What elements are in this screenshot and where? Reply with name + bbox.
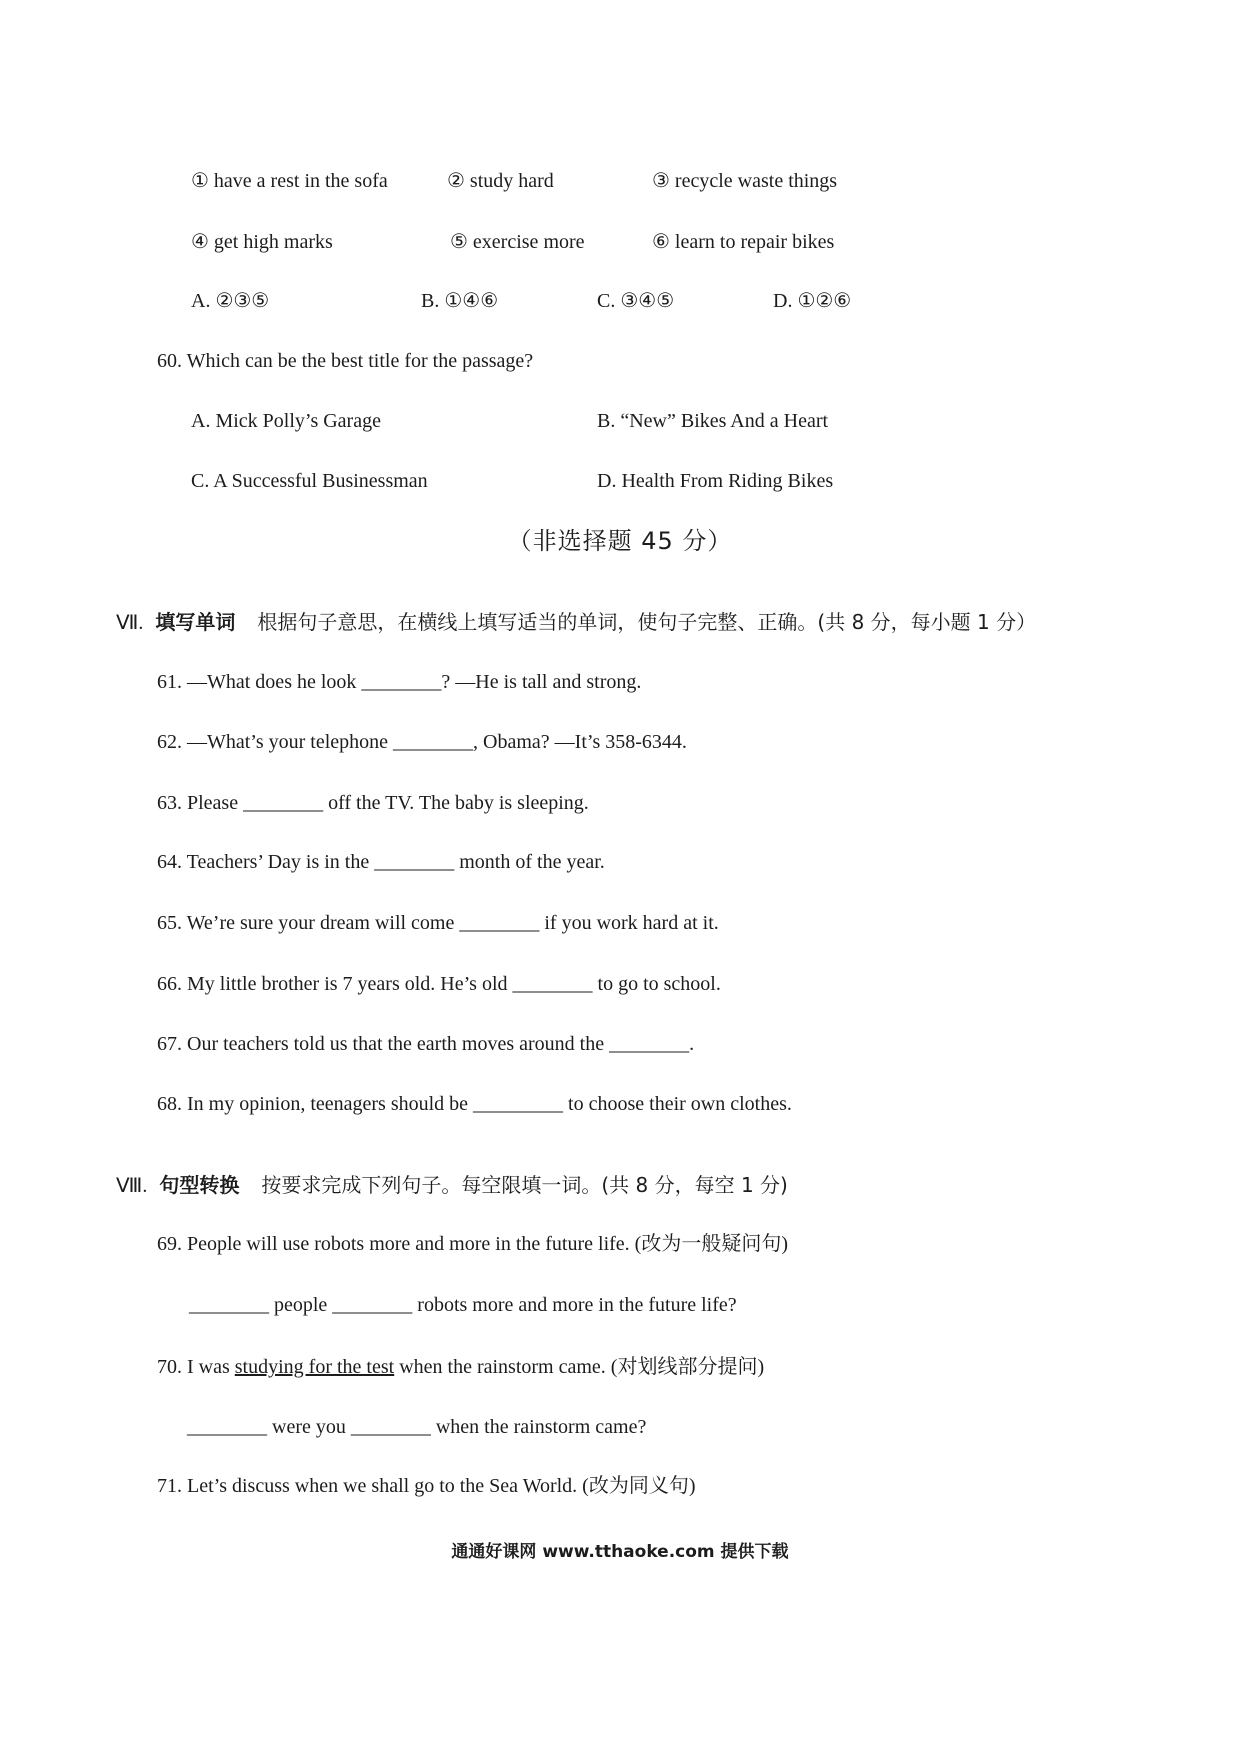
question-70-answer-line: ________ were you ________ when the rainstorm came?	[187, 1416, 647, 1438]
question-68: 68. In my opinion, teenagers should be _________ to choose their own clothes.	[157, 1093, 792, 1115]
question-70-suffix: when the rainstorm came. (对划线部分提问)	[394, 1356, 765, 1378]
section-8-instructions: 按要求完成下列句子。每空限填一词。(共 8 分，每空 1 分)	[261, 1173, 788, 1197]
question-63: 63. Please ________ off the TV. The baby is sleeping.	[157, 792, 589, 814]
page-footer: 通通好课网 www.tthaoke.com 提供下载	[451, 1542, 789, 1562]
section-8-title: 句型转换	[159, 1173, 240, 1197]
q59-answer-b: B. ①④⑥	[421, 290, 499, 312]
question-70	[157, 1355, 764, 1379]
q60-stem: 60. Which can be the best title for the passage?	[157, 350, 534, 372]
question-67: 67. Our teachers told us that the earth moves around the ________.	[157, 1033, 695, 1055]
q59-answer-d: D. ①②⑥	[773, 290, 852, 312]
q59-option-6: ⑥ learn to repair bikes	[652, 231, 835, 253]
q60-option-d: D. Health From Riding Bikes	[597, 470, 834, 492]
section-7-heading	[116, 609, 1036, 636]
question-64: 64. Teachers’ Day is in the ________ month of the year.	[157, 851, 605, 873]
q59-option-3: ③ recycle waste things	[652, 170, 838, 192]
question-70-underlined-phrase: studying for the test	[234, 1356, 395, 1378]
section-7-instructions: 根据句子意思，在横线上填写适当的单词，使句子完整、正确。(共 8 分，每小题 1 分）	[257, 610, 1037, 634]
question-62: 62. —What’s your telephone ________, Obama? —It’s 358-6344.	[157, 731, 687, 753]
q59-answer-a: A. ②③⑤	[191, 290, 270, 312]
q60-option-c: C. A Successful Businessman	[191, 470, 428, 492]
part-title: （非选择题 45 分）	[507, 527, 733, 555]
question-71: 71. Let’s discuss when we shall go to the Sea World. (改为同义句)	[157, 1475, 696, 1497]
question-65: 65. We’re sure your dream will come ________ if you work hard at it.	[157, 912, 719, 934]
q59-option-5: ⑤ exercise more	[450, 231, 585, 253]
question-69: 69. People will use robots more and more in the future life. (改为一般疑问句)	[157, 1233, 788, 1255]
section-7-title: 填写单词	[155, 610, 236, 634]
section-8-number: Ⅷ.	[116, 1175, 148, 1197]
q60-option-a: A. Mick Polly’s Garage	[191, 410, 381, 432]
q59-answer-c: C. ③④⑤	[597, 290, 675, 312]
section-7-number: Ⅶ.	[116, 612, 144, 634]
question-61: 61. —What does he look ________? —He is tall and strong.	[157, 671, 642, 693]
question-69-answer-line: ________ people ________ robots more and more in the future life?	[189, 1294, 737, 1316]
q59-option-1: ① have a rest in the sofa	[191, 170, 388, 192]
section-8-heading	[116, 1172, 788, 1199]
q59-option-4: ④ get high marks	[191, 231, 333, 253]
question-66: 66. My little brother is 7 years old. He’s old ________ to go to school.	[157, 973, 721, 995]
q59-option-2: ② study hard	[447, 170, 554, 192]
q60-option-b: B. “New” Bikes And a Heart	[597, 410, 829, 432]
question-70-prefix: 70. I was	[157, 1356, 235, 1378]
